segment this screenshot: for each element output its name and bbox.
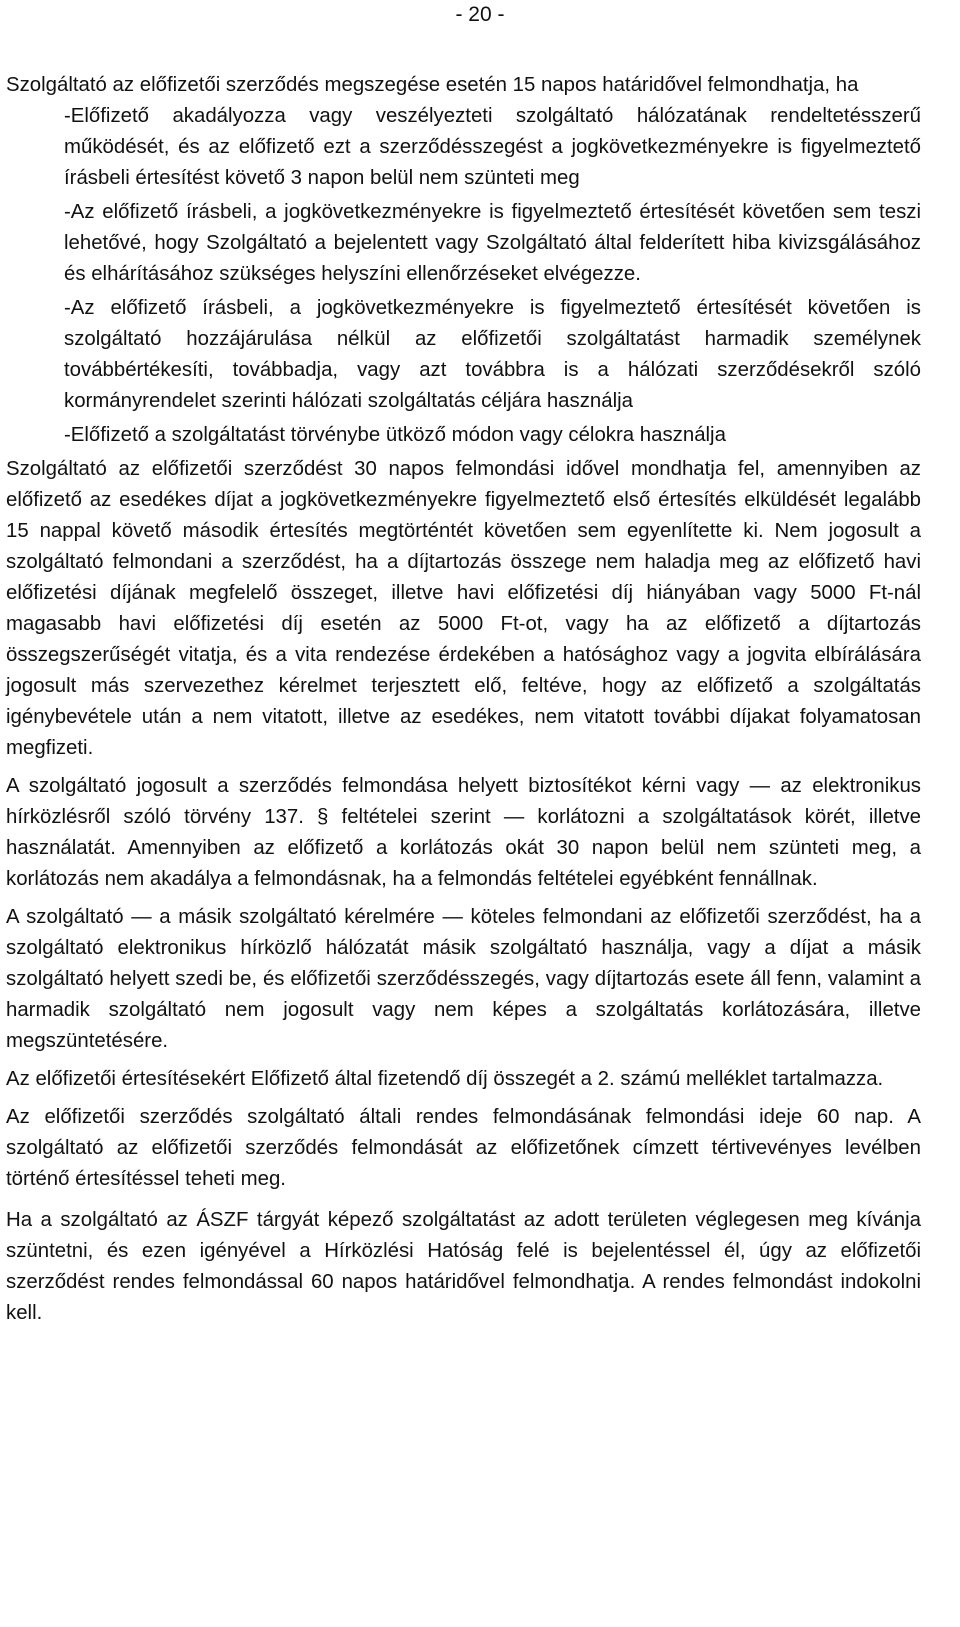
paragraph-service-discontinuation: Ha a szolgáltató az ÁSZF tárgyát képező szolgáltatást az adott területen véglegesen meg kívánja szüntetni, és ezen igényével a Hírközlési Hatóság felé is bejelentéssel él, úgy az előfizetői szerződést rendes felmondással 60 napos határidővel felmondhatja. A rendes felmondást indokolni kell.	[6, 1209, 921, 1324]
paragraph-security-deposit: A szolgáltató jogosult a szerződés felmondása helyett biztosítékot kérni vagy ― az elektronikus hírközlésről szóló törvény 137. § feltételei szerint ― korlátozni a szolgáltatások körét, illetve használatát. Amennyiben az előfizető a korlátozás okát 30 napon belül nem szünteti meg, a korlátozás nem akadálya a felmondásnak, ha a felmondás feltételei egyébként fennállnak.	[6, 775, 921, 890]
paragraph-termination-15-days: Szolgáltató az előfizetői szerződés megszegése esetén 15 napos határidővel felmondhatja, ha	[6, 74, 859, 96]
list-item-inspection-refusal: -Az előfizető írásbeli, a jogkövetkezményekre is figyelmeztető értesítését követően sem teszi lehetővé, hogy Szolgáltató a bejelentett vagy Szolgáltató által felderített hiba kivizsgálásához és elhárításához szükséges helyszíni ellenőrzéseket elvégezze.	[64, 201, 921, 285]
list-item-unlawful-use: -Előfizető a szolgáltatást törvénybe ütköző módon vagy célokra használja	[64, 424, 726, 446]
paragraph-termination-30-days: Szolgáltató az előfizetői szerződést 30 napos felmondási idővel mondhatja fel, amennyiben az előfizető az esedékes díjat a jogkövetkezményekre figyelmeztető első értesítés elküldését legalább 15 nappal követő második értesítés megtörténtét követően sem egyenlítette ki. Nem jogosult a szolgáltató felmondani a szerződést, ha a díjtartozás összege nem haladja meg az előfizető havi előfizetési díjának megfelelő összeget, illetve havi előfizetési díj hiányában vagy 5000 Ft-nál magasabb havi előfizetési díj esetén az 5000 Ft-ot, vagy ha az előfizető a díjtartozás összegszerűségét vitatja, és a vita rendezése érdekében a hatósághoz vagy a jogvita elbírálására jogosult más szervezethez kérelmet terjesztett elő, feltéve, hogy az előfizető a szolgáltatás igénybevétele után a nem vitatott, illetve az esedékes, nem vitatott további díjakat folyamatosan megfizeti.	[6, 458, 921, 759]
list-item-network-obstruction: -Előfizető akadályozza vagy veszélyezteti szolgáltató hálózatának rendeltetésszerű működését, és az előfizető ezt a szerződésszegést a jogkövetkezményekre is figyelmeztető írásbeli értesítést követő 3 napon belül nem szünteti meg	[64, 105, 921, 189]
document-body	[6, 70, 921, 1336]
paragraph-other-provider-request: A szolgáltató ― a másik szolgáltató kérelmére ― köteles felmondani az előfizetői szerződést, ha a szolgáltató elektronikus hírközlő hálózatát másik szolgáltató használja, vagy a díjat a másik szolgáltató helyett szedi be, és előfizetői szerződésszegés, vagy díjtartozás esete áll fenn, valamint a harmadik szolgáltató nem jogosult vagy nem képes a szolgáltatás korlátozására, illetve megszüntetésére.	[6, 906, 921, 1052]
page-number: - 20 -	[455, 3, 505, 26]
paragraph-notification-fee: Az előfizetői értesítésekért Előfizető által fizetendő díj összegét a 2. számú melléklet tartalmazza.	[6, 1068, 884, 1090]
list-item-resale: -Az előfizető írásbeli, a jogkövetkezményekre is figyelmeztető értesítését követően is szolgáltató hozzájárulása nélkül az előfizetői szolgáltatást harmadik személynek továbbértékesíti, továbbadja, vagy azt továbbra is a hálózati szerződésekről szóló kormányrendelet szerinti hálózati szolgáltatás céljára használja	[64, 297, 921, 412]
paragraph-regular-termination: Az előfizetői szerződés szolgáltató általi rendes felmondásának felmondási ideje 60 nap. A szolgáltató az előfizetői szerződés felmondását az előfizetőnek címzett tértivevényes levélben történő értesítéssel teheti meg.	[6, 1106, 921, 1190]
